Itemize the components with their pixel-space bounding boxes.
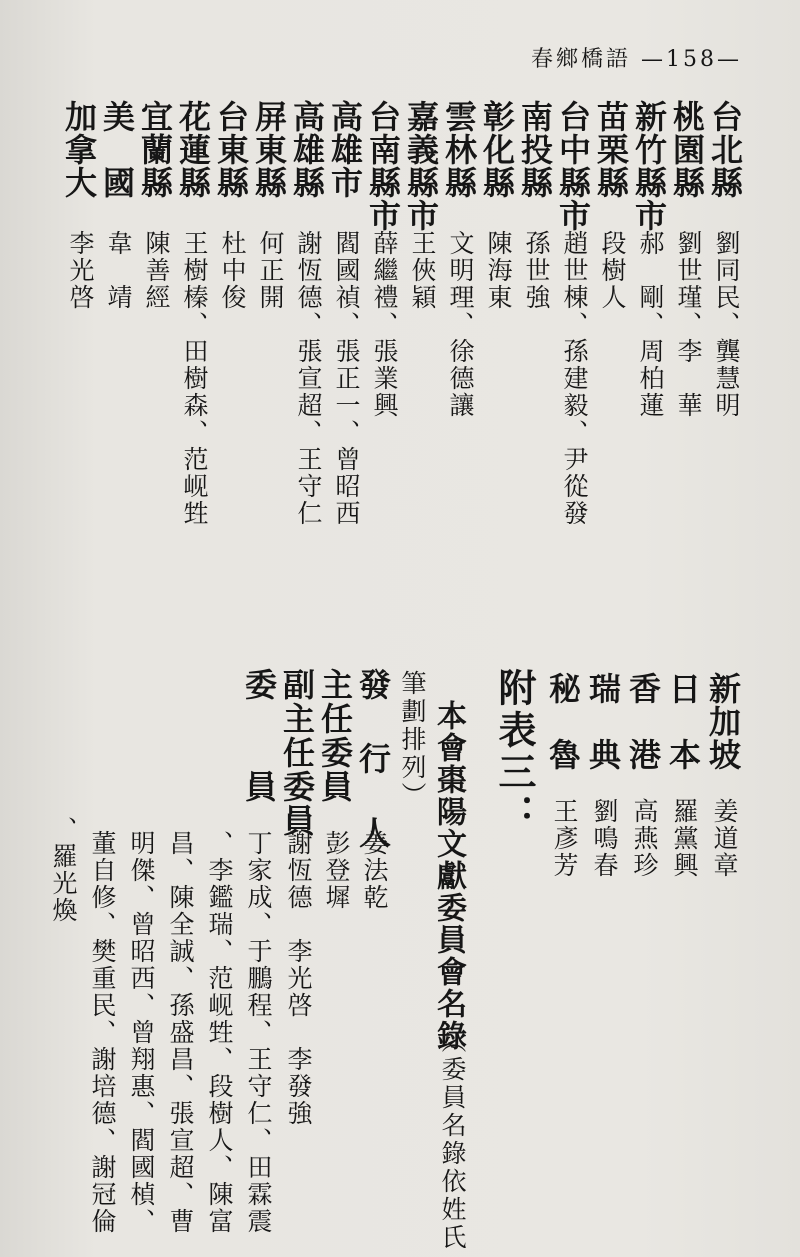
appendix-title: 本會棗陽文獻委員會名錄 — [431, 700, 466, 1052]
region-label: 高雄縣 — [288, 100, 326, 199]
chair-name: 彭登墀 — [322, 830, 351, 911]
representative-names: 劉同民、龔慧明 — [712, 230, 741, 419]
member-names-line: 董自修、樊重民、謝培德、謝冠倫 — [88, 830, 117, 1235]
representative-names: 王樹榛、田樹森、范岘甡 — [180, 230, 209, 527]
representative-names: 郝 剛、周柏蓮 — [636, 230, 665, 419]
representative-names: 文明理、徐德讓 — [446, 230, 475, 419]
region-label: 美 國 — [98, 100, 136, 199]
region-label: 雲林縣 — [440, 100, 478, 199]
region-label: 台東縣 — [212, 100, 250, 199]
publisher-label: 發 行 人 — [354, 668, 392, 850]
representative-names: 閻國禎、張正一、曾昭西 — [332, 230, 361, 527]
representative-names: 李光啓 — [66, 230, 95, 311]
vice-chair-label: 副主任委員 — [278, 668, 316, 838]
representative-names: 王彥芳 — [550, 798, 579, 879]
representative-names: 杜中俊 — [218, 230, 247, 311]
representative-names: 陳海東 — [484, 230, 513, 311]
representative-names: 孫世強 — [522, 230, 551, 311]
representative-names: 薛繼禮、張業興 — [370, 230, 399, 419]
region-label: 嘉義縣市 — [402, 100, 440, 232]
region-label: 新竹縣市 — [630, 100, 668, 232]
region-label: 花蓮縣 — [174, 100, 212, 199]
member-names-line: 昌、陳全誠、孫盛昌、張宣超、曹 — [166, 830, 195, 1235]
member-names-line: 、羅光煥 — [49, 816, 78, 924]
region-label: 香 港 — [624, 672, 662, 771]
representative-names: 韋 靖 — [104, 230, 133, 311]
representative-names: 劉世瑾、李 華 — [674, 230, 703, 419]
member-names-line: 明傑、曾昭西、曾翔惠、閻國楨、 — [127, 830, 156, 1235]
region-label: 宜蘭縣 — [136, 100, 174, 199]
region-label: 新加坡 — [704, 672, 742, 771]
representative-names: 劉鳴春 — [590, 798, 619, 879]
publisher-name: 姜法乾 — [360, 830, 389, 911]
appendix-note: （委員名錄依姓氏 — [438, 1028, 467, 1252]
region-label: 高雄市 — [326, 100, 364, 199]
region-label: 屏東縣 — [250, 100, 288, 199]
vice-chair-names: 謝恆德 李光啓 李發強 — [284, 830, 313, 1127]
representative-names: 羅黨興 — [670, 798, 699, 879]
member-names-line: 丁家成、于鵬程、王守仁、田霖震 — [244, 830, 273, 1235]
region-label: 台中縣市 — [554, 100, 592, 232]
region-label: 台北縣 — [706, 100, 744, 199]
region-label: 日 本 — [664, 672, 702, 771]
running-header: 春鄉橋語 —158— — [531, 47, 742, 72]
members-label: 委 員 — [240, 668, 278, 804]
member-names-line: 、李鑑瑞、范岘甡、段樹人、陳富 — [205, 830, 234, 1235]
region-label: 台南縣市 — [364, 100, 402, 232]
representative-names: 高燕珍 — [630, 798, 659, 879]
region-label: 桃園縣 — [668, 100, 706, 199]
representative-names: 謝恆德、張宣超、王守仁 — [294, 230, 323, 527]
chair-label: 主任委員 — [316, 668, 354, 804]
representative-names: 王俠穎 — [408, 230, 437, 311]
representative-names: 姜道章 — [710, 798, 739, 879]
region-label: 秘 魯 — [544, 672, 582, 771]
representative-names: 趙世棟、孫建毅、尹從發 — [560, 230, 589, 527]
region-label: 苗栗縣 — [592, 100, 630, 199]
appendix-note: 筆劃排列） — [398, 670, 427, 810]
appendix-label: 附表三： — [492, 668, 537, 836]
representative-names: 陳善經 — [142, 230, 171, 311]
region-label: 瑞 典 — [584, 672, 622, 771]
region-label: 彰化縣 — [478, 100, 516, 199]
representative-names: 段樹人 — [598, 230, 627, 311]
region-label: 加拿大 — [60, 100, 98, 199]
representative-names: 何正開 — [256, 230, 285, 311]
region-label: 南投縣 — [516, 100, 554, 199]
